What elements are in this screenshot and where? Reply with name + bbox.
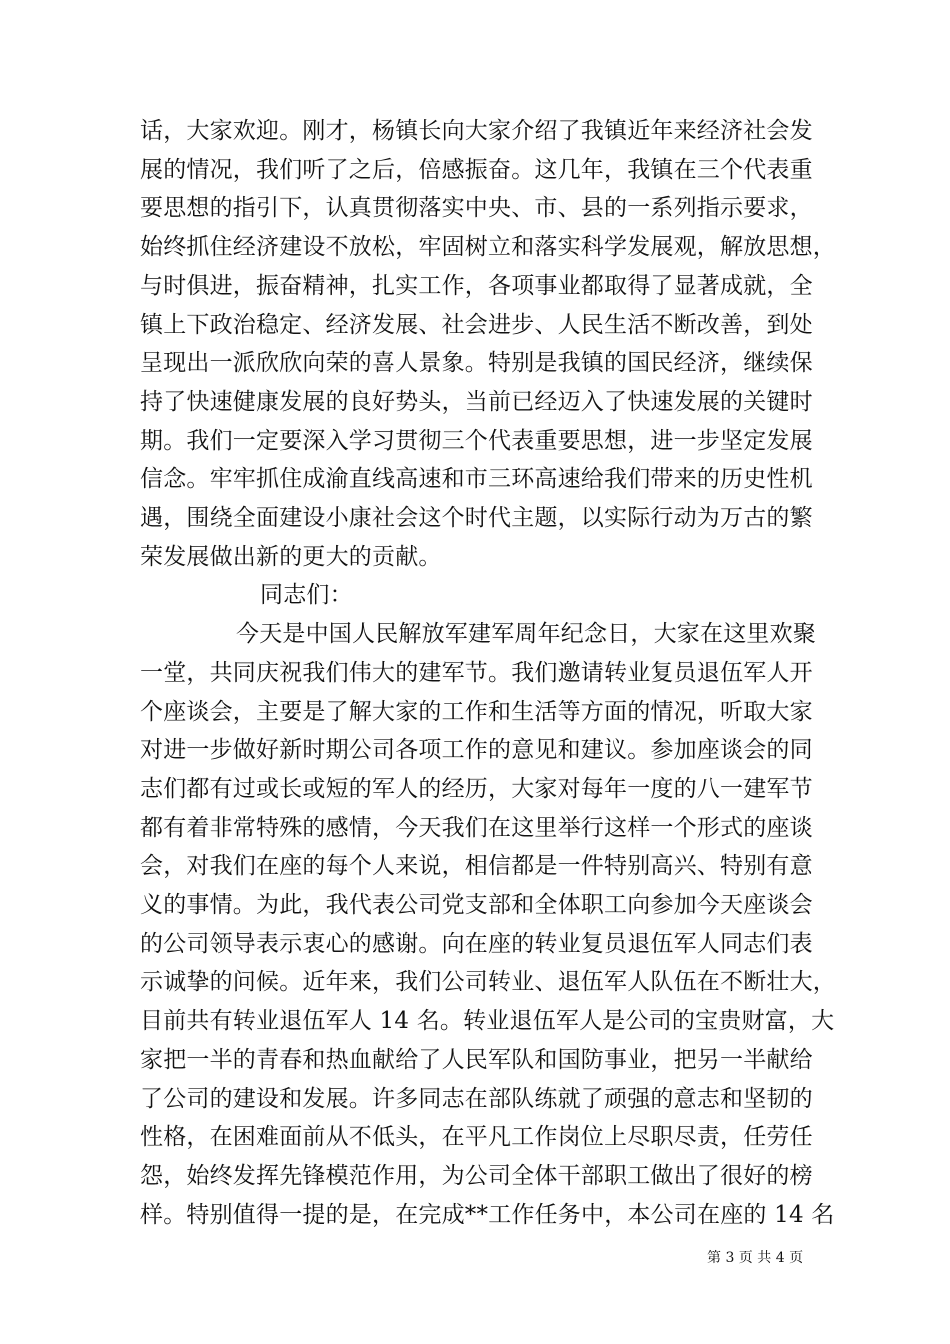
text-line: 要思想的指引下，认真贯彻落实中央、市、县的一系列指示要求，	[140, 195, 813, 222]
text-line: 怨，始终发挥先锋模范作用，为公司全体干部职工做出了很好的榜	[140, 1162, 813, 1189]
text-line: 荣发展做出新的更大的贡献。	[140, 543, 442, 570]
text-line: 目前共有转业退伍军人 14 名。转业退伍军人是公司的宝贵财富，大	[140, 1008, 835, 1035]
text-line: 对进一步做好新时期公司各项工作的意见和建议。参加座谈会的同	[140, 737, 813, 764]
text-line: 志们都有过或长或短的军人的经历，大家对每年一度的八一建军节	[140, 775, 813, 802]
text-line: 今天是中国人民解放军建军周年纪念日，大家在这里欢聚	[236, 621, 816, 648]
text-line: 家把一半的青春和热血献给了人民军队和国防事业，把另一半献给	[140, 1046, 813, 1073]
text-line: 了公司的建设和发展。许多同志在部队练就了顽强的意志和坚韧的	[140, 1085, 813, 1112]
text-line: 个座谈会，主要是了解大家的工作和生活等方面的情况，听取大家	[140, 698, 813, 725]
text-line: 信念。牢牢抓住成渝直线高速和市三环高速给我们带来的历史性机	[140, 466, 813, 493]
text-line: 都有着非常特殊的感情，今天我们在这里举行这样一个形式的座谈	[140, 814, 813, 841]
text-line: 呈现出一派欣欣向荣的喜人景象。特别是我镇的国民经济，继续保	[140, 350, 813, 377]
text-line: 持了快速健康发展的良好势头，当前已经迈入了快速发展的关键时	[140, 388, 813, 415]
text-line: 性格，在困难面前从不低头，在平凡工作岗位上尽职尽责，任劳任	[140, 1124, 813, 1151]
text-line: 话，大家欢迎。刚才，杨镇长向大家介绍了我镇近年来经济社会发	[140, 118, 813, 144]
text-line: 镇上下政治稳定、经济发展、社会进步、人民生活不断改善，到处	[140, 311, 813, 338]
text-line: 与时俱进，振奋精神，扎实工作，各项事业都取得了显著成就，全	[140, 272, 813, 299]
text-line: 示诚挚的问候。近年来，我们公司转业、退伍军人队伍在不断壮大，	[140, 969, 836, 996]
text-line: 义的事情。为此，我代表公司党支部和全体职工向参加今天座谈会	[140, 892, 813, 918]
text-line: 会，对我们在座的每个人来说，相信都是一件特别高兴、特别有意	[140, 853, 813, 880]
text-line: 遇，围绕全面建设小康社会这个时代主题，以实际行动为万古的繁	[140, 505, 813, 531]
text-line: 始终抓住经济建设不放松，牢固树立和落实科学发展观，解放思想，	[140, 234, 836, 261]
page-footer: 第 3 页 共 4 页	[707, 1250, 804, 1266]
salutation: 同志们：	[260, 582, 353, 609]
text-line: 展的情况，我们听了之后，倍感振奋。这几年，我镇在三个代表重	[140, 156, 813, 183]
text-line: 期。我们一定要深入学习贯彻三个代表重要思想，进一步坚定发展	[140, 427, 813, 454]
text-line: 一堂，共同庆祝我们伟大的建军节。我们邀请转业复员退伍军人开	[140, 659, 813, 686]
text-line: 样。特别值得一提的是，在完成**工作任务中，本公司在座的 14 名	[140, 1201, 835, 1228]
text-line: 的公司领导表示衷心的感谢。向在座的转业复员退伍军人同志们表	[140, 930, 813, 957]
